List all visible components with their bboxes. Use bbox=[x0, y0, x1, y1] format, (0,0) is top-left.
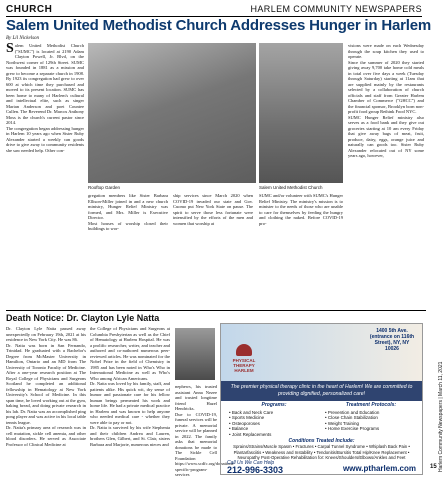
treatments-heading: Treatment Protocols: bbox=[345, 402, 397, 408]
side-running-text bbox=[431, 240, 444, 480]
obituary-column-2: the College of Physicians and Surgeons at Columbia Presbyterian as well as the Chief of Hematology at Harlem Hospital. He was a prolific researcher, writer, and teacher and authored and co-authored numerous peer-reviewed articles. He was nominated for the Nobel Prize in the field of Chemistry in 1985 and has been noted in Who's Who in International Medicine as well as Who's Who among African Americans. Dr. Natta was loved by his family, staff, and patients alike. His quick wit, dry sense of humor and passionate care for his fellow human beings permeated his work and home life. He had a private medical practice in Harlem and was known to help anyone who needed medical care - whether they were able to pay or not. Dr. Natta is survived by his wife Stephenia and their children Andrea and Lauren, brothers Glen, Gilbert, and St. Clair, sisters Barbara and Marjorie, numerous nieces and bbox=[90, 326, 170, 447]
conditions-heading: Conditions Treated Include: bbox=[288, 438, 355, 444]
photo-caption-left: Rooftop Garden bbox=[88, 185, 121, 190]
ad-banner bbox=[221, 324, 422, 381]
website-url: www.ptharlem.com bbox=[342, 464, 416, 473]
article-column-4: visions were made on each Wednesday through the soup kitchen they used to operate. Since the summer of 2020 they started giving away 9,700 take home cold meals in total over five days a week (Tuesday through Saturday) starting at 11am that are supplied mainly by the restaurants selected by a collaboration of church officials and staff from Greater Harlem Chamber of Commerce ("GHCC") and the financial sponsor, Brooklyn born non-profit food group Rethink Food NYC. SUMC Hunger Relief ministry also serves as a food bank and they give out groceries starting at 10 am every Friday that give away bags of meat, fruit, produce, dairy, eggs, orange juice and naturally can goods too. Sister Ruby Alexander relocated out of NY some years ago, however, bbox=[348, 43, 424, 158]
page-header bbox=[6, 4, 422, 17]
conditions-block bbox=[225, 439, 418, 461]
article-column-mid: SUMC and/or volunteer with SUMC's Hunger Relief Ministry. The ministry's mission is to minister to the needs of those who are unable to care for themselves by feeding the hungry and clothing the naked. Before COVID-19 pro- bbox=[259, 193, 343, 226]
rooftop-garden-photo bbox=[88, 43, 256, 183]
call-text: Call Us We Can Help bbox=[227, 460, 275, 466]
article-column-2: gregation members like Sister Barbara Ellison-Miller joined in and a new church ministry, Hunger Relief Ministry was formed, and Mrs. Miller is Executive Director. Most houses of worship closed their buildings to wor- bbox=[88, 193, 168, 231]
ad-logo bbox=[227, 344, 261, 373]
logo-mark-icon bbox=[236, 344, 252, 356]
page-number: 15 bbox=[430, 464, 437, 470]
ad-address: 1400 5th Ave. (entrance on 116th Street), NY, NY 10026 bbox=[369, 328, 415, 352]
treatment-item: • Close Chain Stabilization bbox=[325, 415, 378, 421]
byline: By Lil Nickelson bbox=[6, 36, 40, 41]
article-text: alem United Methodist Church ("SUMC") is located at 2190 Adam Clayton Powell, Jr. Blvd, on the Northwest corner of 129th Street. SUMC was founded in 1881 as a mission and grew to become a separate church in 1908. By 1923 its congregation had grew to over 600 at which time they purchased and moved to its present location. SUMC has been home to many of Harlem's cultural and intellectual elite, such as singer Marian Anderson and poet Countee Cullen. The Reverend Dr. Marcos Anthony Moss is the church's current pastor since 2014. The congregation began addressing hunger in Harlem 10 years ago when Sister Ruby Alexander started a weekly can goods drive to give away to community residents she saw needed help. Other con- bbox=[6, 43, 84, 153]
treatment-item: • Prevention and Education bbox=[325, 409, 380, 415]
section-label: CHURCH bbox=[6, 4, 53, 15]
treatment-item: • Home Exercise Programs bbox=[325, 426, 380, 432]
article-column-1 bbox=[6, 43, 84, 309]
program-item: • Sports Medicine bbox=[229, 415, 265, 421]
program-item: • Balance bbox=[229, 426, 249, 432]
ad-tagline: The premier physical therapy clinic in the heart of Harlem! We are committed to providing dignified, personalized care! bbox=[221, 381, 422, 401]
drop-cap: S bbox=[6, 41, 14, 56]
publication-name: HARLEM COMMUNITY NEWSPAPERS bbox=[250, 4, 422, 14]
physical-therapy-ad bbox=[220, 323, 423, 475]
program-item: • Joint Replacements bbox=[229, 431, 272, 437]
article-column-3: ship services since March 2020 when COVID-19 invaded our state and Gov. Cuomo put New York State on pause. The spirit to serve those less fortunate were intensified by the efforts of the men and women that worship at bbox=[173, 193, 253, 226]
obituary-portrait bbox=[175, 328, 215, 380]
phone-number: 212-996-3303 bbox=[227, 465, 284, 475]
program-item: • Osteoporoses bbox=[229, 420, 260, 426]
programs-heading: Programs: bbox=[261, 402, 287, 408]
ad-footer bbox=[221, 460, 422, 474]
treatment-item: • Weight Training bbox=[325, 420, 360, 426]
logo-line-2: THERAPY bbox=[233, 363, 255, 368]
church-photo bbox=[259, 43, 343, 183]
treatments-list bbox=[325, 403, 417, 432]
conditions-text: Sprains/Strains/Muscle Spasm • Fractures • Carpal Tunnel Syndrome • Whiplash Back Pain • Plantarfasciitis • Weakness and Instability • Tendonitis/Bursitis Total Hip/Knee Replacement • Neuropathy Post-Operative Rehabilitation for: Knees/Shoulders/Elbows/Ankles and Feet bbox=[233, 444, 410, 461]
programs-list bbox=[229, 403, 319, 438]
section-divider bbox=[6, 310, 426, 311]
article-headline: Salem United Methodist Church Addresses Hunger in Harlem bbox=[6, 17, 431, 34]
photo-caption-right: Salem United Methodist Church bbox=[259, 185, 323, 190]
obituary-heading: Death Notice: Dr. Clayton Lyle Natta bbox=[6, 313, 160, 323]
program-item: • Back and Neck Care bbox=[229, 409, 274, 415]
logo-line-1: PHYSICAL bbox=[232, 358, 256, 363]
obituary-column-1: Dr. Clayton Lyle Natta passed away unexpectedly on February 19th, 2021 at his residence in New York City. He was 86. Dr. Natta was born in San Fernando, Trinidad. He graduated with a Bachelor's Degree from McMaster University in Hamilton, Ontario and an MD from The University of Toronto Faculty of Medicine. After a one-year research position at The Royal College of Physicians and Surgeons Scotland he completed an additional fellowship in Hematology at New York University's School of Medicine. In this span time, he loved working out at the gym, baking bread, and doing private research in his lab. Dr. Natta was an accomplished ping pong player and was active in his local table tennis league. Dr. Natta's primary area of research was in cell mutation, sickle cell anemia, and other blood disorders. He served as Associate Professor of Clinical Medicine at bbox=[6, 326, 86, 447]
obituary-column-3: nephews, his trusted assistant Anna Nezee and trusted longtime friend Hazel Hendricks. Due to COVID-19, funeral services will be private. A memorial service will be planned in 2022. The family asks that memorial donations be made to The Sickle Cell Foundation https://www.scdfc.org/donations-specific-program-services bbox=[175, 384, 235, 477]
side-text: Harlem Community Newspapers | March 11, 2021 bbox=[438, 361, 444, 472]
logo-line-3: HARLEM bbox=[234, 368, 254, 373]
